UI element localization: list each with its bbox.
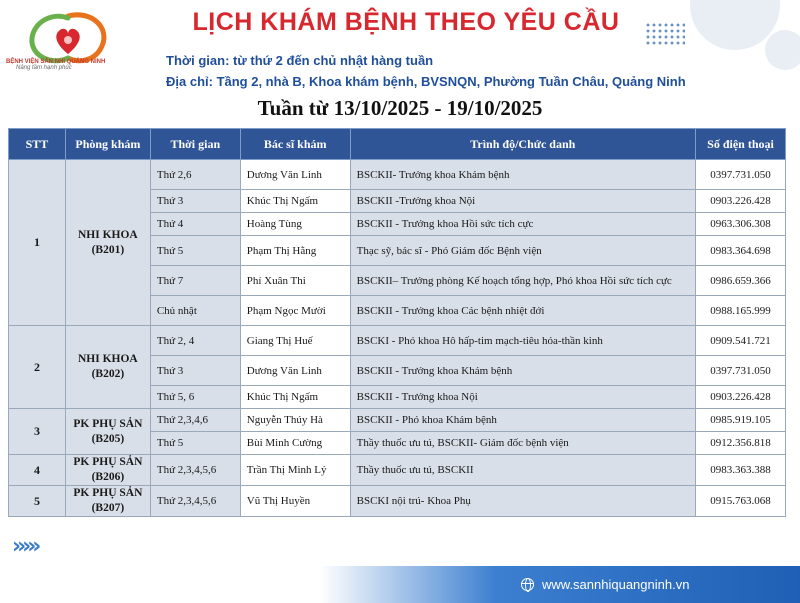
stt-cell: 4 xyxy=(9,455,66,486)
table-row xyxy=(9,455,786,486)
clinic-cell xyxy=(65,486,150,517)
clinic-name: PK PHỤ SẢN xyxy=(73,487,143,499)
title-cell: BSCKI nội trú- Khoa Phụ xyxy=(350,486,695,517)
hospital-name: BỆNH VIỆN SẢN NHI QUẢNG NINH xyxy=(6,59,106,65)
phone-cell: 0983.364.698 xyxy=(696,236,786,266)
doctor-cell: Dương Văn Linh xyxy=(240,160,350,190)
stt-cell: 3 xyxy=(9,409,66,455)
header-stt: STT xyxy=(9,129,66,160)
title-cell: BSCKI - Phó khoa Hô hấp-tim mạch-tiêu hóa-thần kinh xyxy=(350,326,695,356)
doctor-cell: Trần Thị Minh Lý xyxy=(240,455,350,486)
doctor-cell: Phạm Thị Hằng xyxy=(240,236,350,266)
doctor-cell: Khúc Thị Ngấm xyxy=(240,386,350,409)
time-cell: Thứ 4 xyxy=(150,213,240,236)
phone-cell: 0903.226.428 xyxy=(696,386,786,409)
table-row xyxy=(9,160,786,190)
clinic-name: NHI KHOA xyxy=(78,353,138,365)
phone-cell: 0397.731.050 xyxy=(696,356,786,386)
clinic-room: (B205) xyxy=(91,432,125,445)
clinic-cell xyxy=(65,409,150,455)
stt-cell: 1 xyxy=(9,160,66,326)
stt-cell: 5 xyxy=(9,486,66,517)
doctor-cell: Giang Thị Huế xyxy=(240,326,350,356)
doctor-cell: Phạm Ngọc Mười xyxy=(240,296,350,326)
title-cell: BSCKII -Trưởng khoa Nội xyxy=(350,190,695,213)
clinic-cell xyxy=(65,326,150,409)
time-cell: Thứ 5 xyxy=(150,432,240,455)
header-phone: Số điện thoại xyxy=(696,129,786,160)
header-doctor: Bác sĩ khám xyxy=(240,129,350,160)
phone-cell: 0986.659.366 xyxy=(696,266,786,296)
title-cell: Thầy thuốc ưu tú, BSCKII- Giám đốc bệnh viện xyxy=(350,432,695,455)
phone-cell: 0985.919.105 xyxy=(696,409,786,432)
doctor-cell: Phí Xuân Thi xyxy=(240,266,350,296)
title-cell: BSCKII– Trưởng phòng Kế hoạch tổng hợp, Phó khoa Hồi sức tích cực xyxy=(350,266,695,296)
decor-dots xyxy=(645,22,685,46)
week-range: Tuần từ 13/10/2025 - 19/10/2025 xyxy=(257,96,543,120)
title-cell: BSCKII - Phó khoa Khám bệnh xyxy=(350,409,695,432)
clinic-name: PK PHỤ SẢN xyxy=(73,417,143,430)
clinic-cell xyxy=(65,455,150,486)
clinic-name: PK PHỤ SẢN xyxy=(73,456,143,468)
time-cell: Thứ 2, 4 xyxy=(150,326,240,356)
title-cell: Thạc sỹ, bác sĩ - Phó Giám đốc Bệnh viện xyxy=(350,236,695,266)
phone-cell: 0988.165.999 xyxy=(696,296,786,326)
doctor-cell: Vũ Thị Huyền xyxy=(240,486,350,517)
address-info: Địa chỉ: Tầng 2, nhà B, Khoa khám bệnh, BVSNQN, Phường Tuần Châu, Quảng Ninh xyxy=(166,74,686,89)
phone-cell: 0915.763.068 xyxy=(696,486,786,517)
time-cell: Thứ 2,3,4,5,6 xyxy=(150,455,240,486)
schedule-time-info: Thời gian: từ thứ 2 đến chủ nhật hàng tuần xyxy=(166,53,434,68)
doctor-cell: Khúc Thị Ngấm xyxy=(240,190,350,213)
schedule-table xyxy=(8,128,786,517)
globe-icon xyxy=(521,578,534,591)
phone-cell: 0912.356.818 xyxy=(696,432,786,455)
chevrons-decor-icon: ››››› xyxy=(12,534,38,559)
stt-cell: 2 xyxy=(9,326,66,409)
title-cell: BSCKII- Trưởng khoa Khám bệnh xyxy=(350,160,695,190)
hospital-slogan: Nâng tầm hạnh phúc xyxy=(16,65,72,71)
doctor-cell: Nguyễn Thúy Hà xyxy=(240,409,350,432)
phone-cell: 0903.226.428 xyxy=(696,190,786,213)
doctor-cell: Hoàng Tùng xyxy=(240,213,350,236)
logo-text xyxy=(6,59,136,71)
doctor-cell: Dương Văn Linh xyxy=(240,356,350,386)
phone-cell: 0963.306.308 xyxy=(696,213,786,236)
title-cell: BSCKII - Trưởng khoa Khám bệnh xyxy=(350,356,695,386)
phone-cell: 0909.541.721 xyxy=(696,326,786,356)
page-title: LỊCH KHÁM BỆNH THEO YÊU CẦU xyxy=(192,8,620,36)
doctor-cell: Bùi Minh Cường xyxy=(240,432,350,455)
clinic-room: (B206) xyxy=(91,471,125,483)
time-cell: Thứ 5 xyxy=(150,236,240,266)
table-row xyxy=(9,409,786,432)
clinic-room: (B201) xyxy=(91,243,125,256)
time-cell: Thứ 3 xyxy=(150,356,240,386)
website-link[interactable]: www.sannhiquangninh.vn xyxy=(542,577,690,592)
time-cell: Thứ 2,3,4,6 xyxy=(150,409,240,432)
time-cell: Thứ 7 xyxy=(150,266,240,296)
title-cell: BSCKII - Trưởng khoa Các bệnh nhiệt đới xyxy=(350,296,695,326)
phone-cell: 0983.363.388 xyxy=(696,455,786,486)
title-cell: Thầy thuốc ưu tú, BSCKII xyxy=(350,455,695,486)
time-cell: Thứ 2,3,4,5,6 xyxy=(150,486,240,517)
header-time: Thời gian xyxy=(150,129,240,160)
title-cell: BSCKII - Trưởng khoa Hồi sức tích cực xyxy=(350,213,695,236)
title-cell: BSCKII - Trưởng khoa Nội xyxy=(350,386,695,409)
table-row xyxy=(9,486,786,517)
header-clinic: Phòng khám xyxy=(65,129,150,160)
time-cell: Thứ 2,6 xyxy=(150,160,240,190)
clinic-room: (B207) xyxy=(91,502,125,514)
table-header-row xyxy=(9,129,786,160)
time-cell: Chủ nhật xyxy=(150,296,240,326)
clinic-name: NHI KHOA xyxy=(78,228,138,241)
header-title: Trình độ/Chức danh xyxy=(350,129,695,160)
decor-circle-small xyxy=(765,30,800,70)
time-cell: Thứ 3 xyxy=(150,190,240,213)
clinic-room: (B202) xyxy=(91,368,125,380)
phone-cell: 0397.731.050 xyxy=(696,160,786,190)
clinic-cell xyxy=(65,160,150,326)
time-cell: Thứ 5, 6 xyxy=(150,386,240,409)
table-row xyxy=(9,326,786,356)
